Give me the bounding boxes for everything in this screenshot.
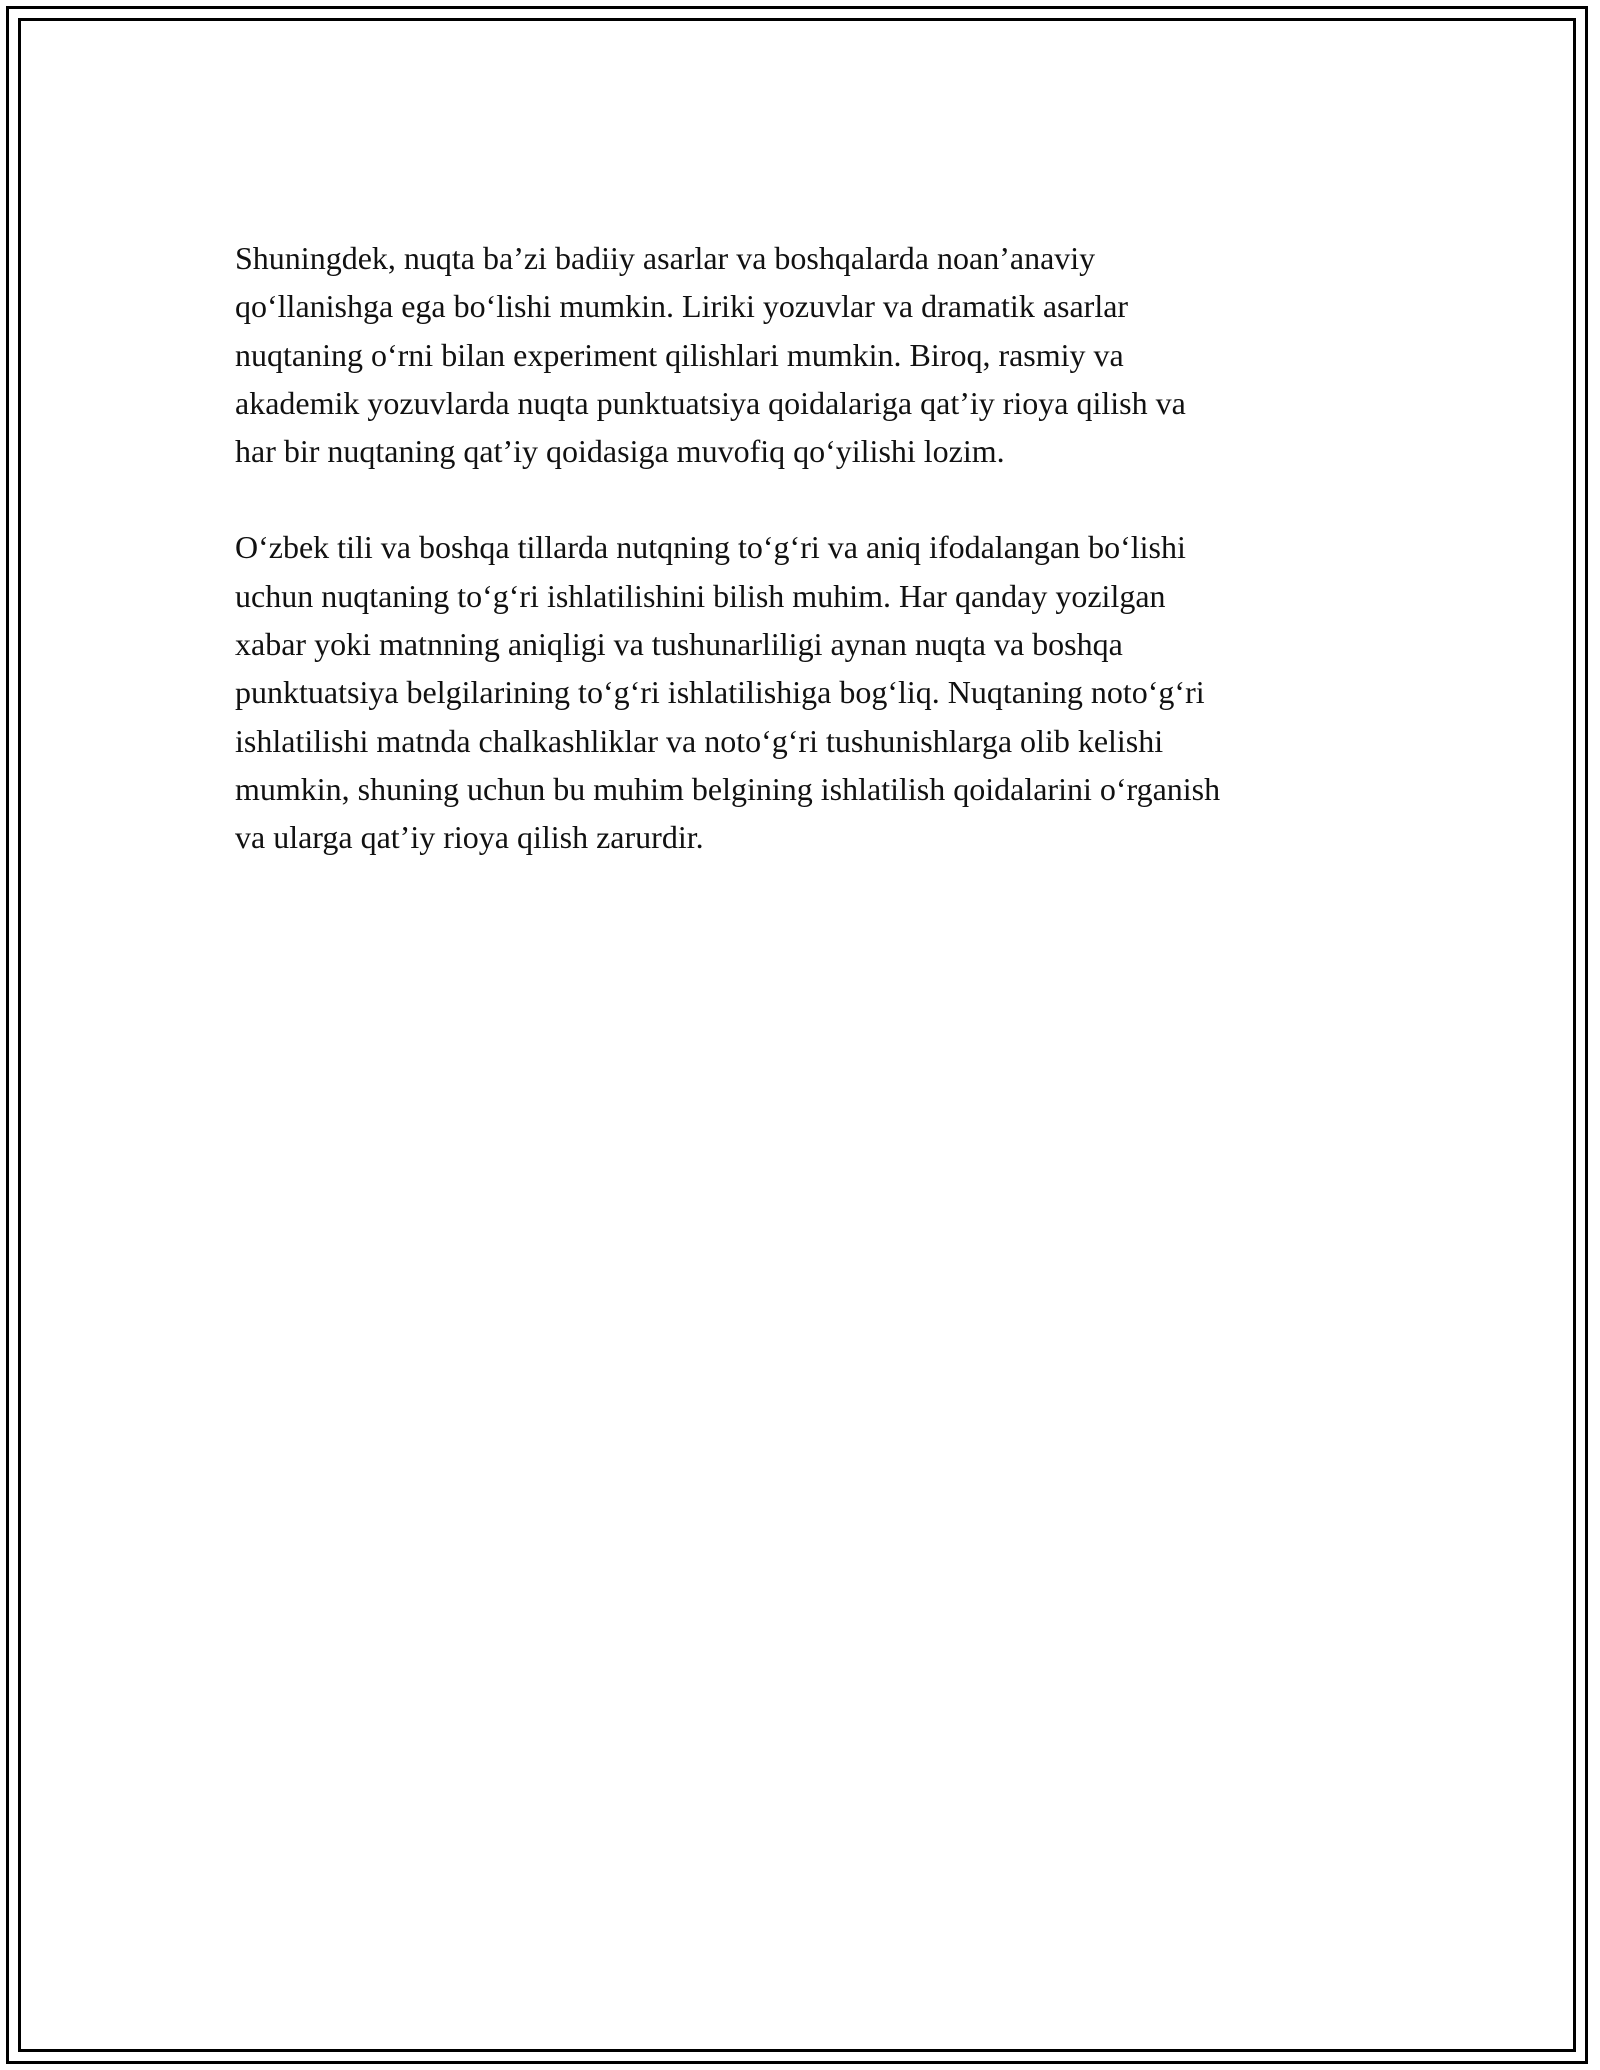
document-body bbox=[235, 234, 1370, 910]
paragraph-1: Shuningdek, nuqta ba’zi badiiy asarlar va boshqalarda noan’anaviy qo‘llanishga ega bo‘lishi mumkin. Liriki yozuvlar va dramatik asarlar nuqtaning o‘rni bilan experiment qilishlari mumkin. Biroq, rasmiy va akademik yozuvlarda nuqta punktuatsiya qoidalariga qat’iy rioya qilish va har bir nuqtaning qat’iy qoidasiga muvofiq qo‘yilishi lozim. bbox=[235, 240, 1186, 470]
paragraph-2: O‘zbek tili va boshqa tillarda nutqning to‘g‘ri va aniq ifodalangan bo‘lishi uchun nuqtaning to‘g‘ri ishlatilishini bilish muhim. Har qanday yozilgan xabar yoki matnning aniqligi va tushunarliligi aynan nuqta va boshqa punktuatsiya belgilarining to‘g‘ri ishlatilishiga bog‘liq. Nuqtaning noto‘g‘ri ishlatilishi matnda chalkashliklar va noto‘g‘ri tushunishlarga olib kelishi mumkin, shuning uchun bu muhim belgining ishlatilish qoidalarini o‘rganish va ularga qat’iy rioya qilish zarurdir. bbox=[235, 529, 1221, 856]
